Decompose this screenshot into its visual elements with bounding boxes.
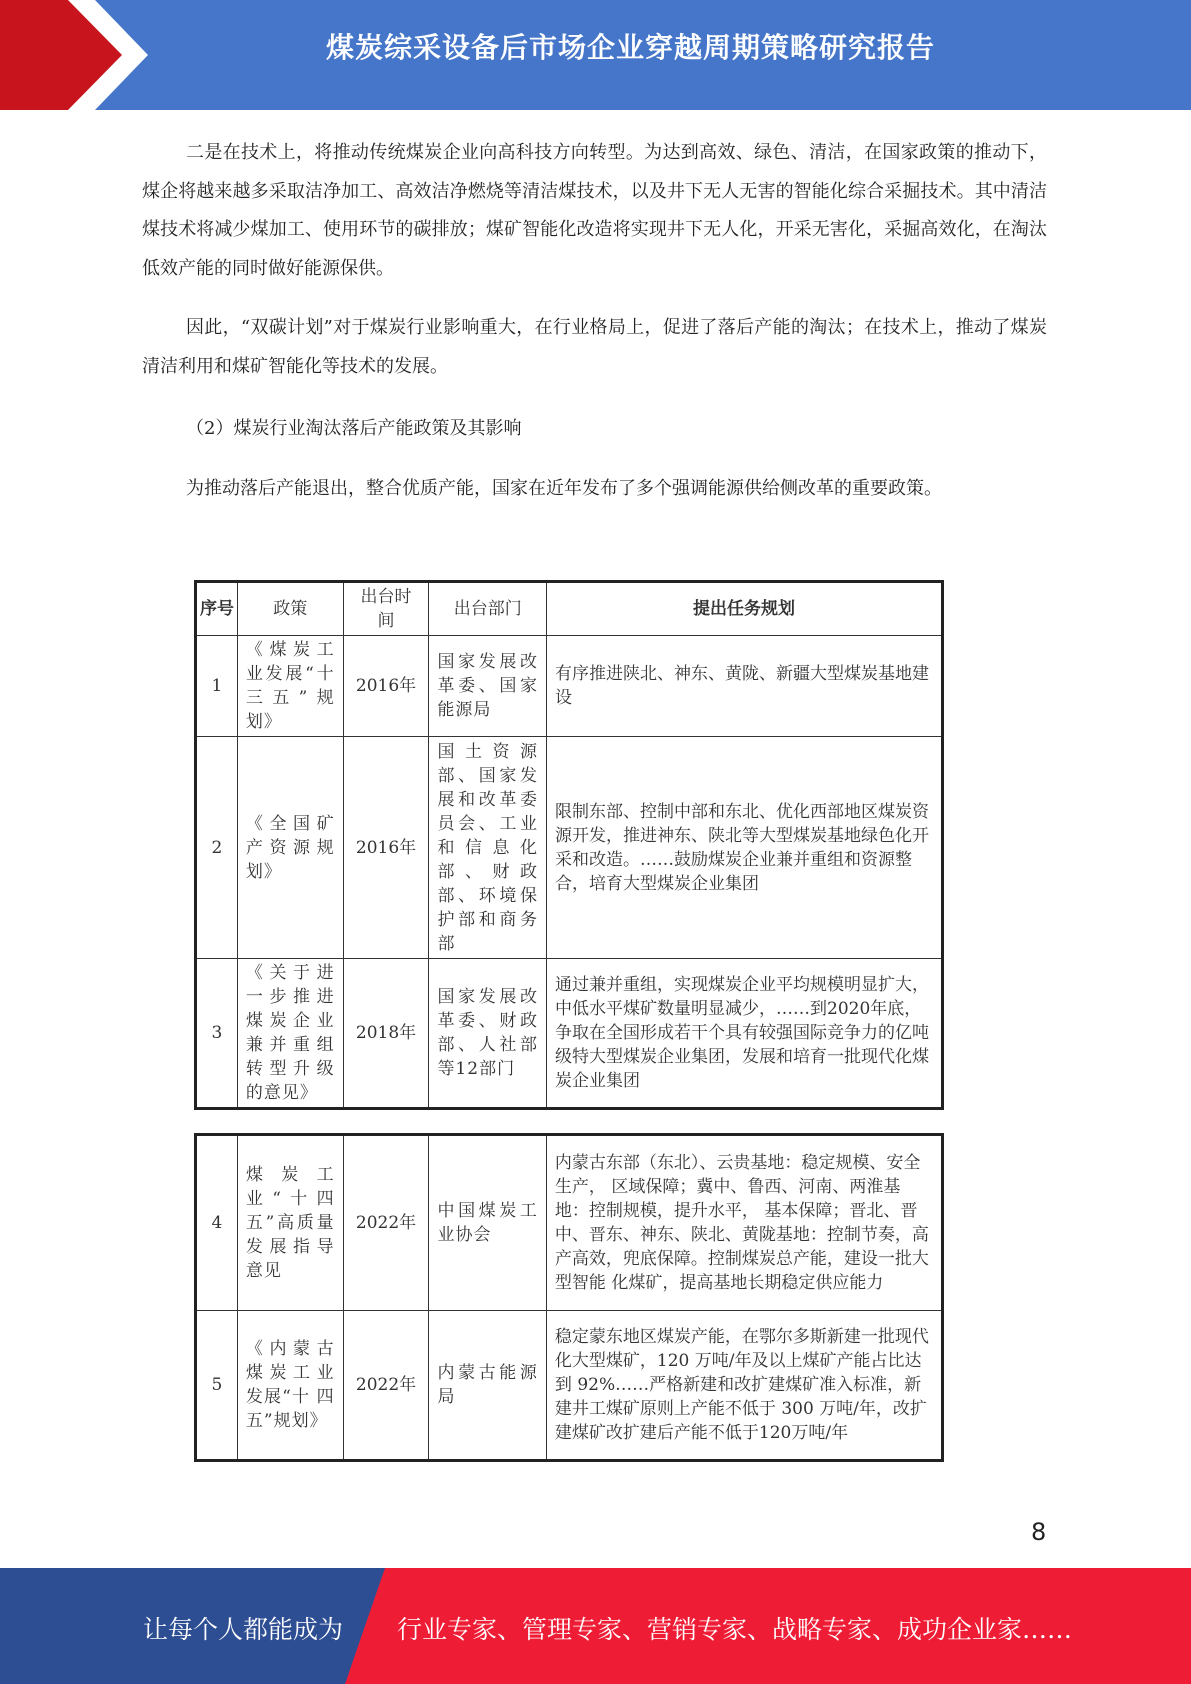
- row-policy: 《全国矿产资源规划》: [237, 737, 343, 959]
- header-dept: 出台部门: [429, 582, 547, 636]
- table-row: [196, 1311, 943, 1461]
- paragraph-policy-intro: 为推动落后产能退出，整合优质产能，国家在近年发布了多个强调能源供给侧改革的重要政策。: [186, 478, 942, 499]
- row-year: 2016年: [343, 636, 429, 737]
- policy-table-part-1: [194, 580, 944, 1110]
- row-no: 1: [196, 636, 238, 737]
- table-row: [196, 1135, 943, 1311]
- row-no: 4: [196, 1135, 238, 1311]
- header-no: 序号: [196, 582, 238, 636]
- row-no: 3: [196, 959, 238, 1109]
- row-no: 2: [196, 737, 238, 959]
- row-task: 稳定蒙东地区煤炭产能，在鄂尔多斯新建一批现代化大型煤矿，120 万吨/年及以上煤矿产能占比达到 92%……严格新建和改扩建煤矿准入标准，新建井工煤矿原则上产能不低于 300 万吨/年，改扩建煤矿改扩建后产能不低于120万吨/年: [546, 1311, 942, 1461]
- table-row: [196, 636, 943, 737]
- row-dept: 国家发展改革委、财政部、人社部等12部门: [429, 959, 547, 1109]
- row-task: 有序推进陕北、神东、黄陇、新疆大型煤炭基地建设: [547, 636, 943, 737]
- table-header-row: [196, 582, 943, 636]
- row-task: 限制东部、控制中部和东北、优化西部地区煤炭资源开发，推进神东、陕北等大型煤炭基地绿色化开采和改造。……鼓励煤炭企业兼并重组和资源整合，培育大型煤炭企业集团: [547, 737, 943, 959]
- row-year: 2022年: [343, 1311, 429, 1461]
- header-policy: 政策: [237, 582, 343, 636]
- row-dept: 内蒙古能源局: [429, 1311, 546, 1461]
- row-policy: 《内蒙古煤炭工业发展“十 四五”规划》: [237, 1311, 343, 1461]
- footer-slogan-left: 让每个人都能成为: [143, 1615, 344, 1644]
- policy-table-part-2: [194, 1133, 944, 1462]
- header-task: 提出任务规划: [547, 582, 943, 636]
- report-title: 煤炭综采设备后市场企业穿越周期策略研究报告: [325, 31, 935, 64]
- footer-slogan-right: 行业专家、管理专家、营销专家、战略专家、成功企业家……: [397, 1615, 1073, 1644]
- paragraph-technology: 二是在技术上，将推动传统煤炭企业向高科技方向转型。为达到高效、绿色、清洁，在国家政策的推动下，煤企将越来越多采取洁净加工、高效洁净燃烧等清洁煤技术，以及井下无人无害的智能化综合采掘技术。其中清洁煤技术将减少煤加工、使用环节的碳排放；煤矿智能化改造将实现井下无人化，开采无害化，采掘高效化，在淘汰低效产能的同时做好能源保供。: [142, 142, 1047, 279]
- row-task: 通过兼并重组，实现煤炭企业平均规模明显扩大，中低水平煤矿数量明显减少，……到2020年底，争取在全国形成若干个具有较强国际竞争力的亿吨级特大型煤炭企业集团，发展和培育一批现代化煤炭企业集团: [547, 959, 943, 1109]
- row-year: 2016年: [343, 737, 429, 959]
- row-year: 2022年: [343, 1135, 429, 1311]
- row-policy: 《关于进一步推进煤炭企业兼并重组转型升级的意见》: [237, 959, 343, 1109]
- table-row: [196, 959, 943, 1109]
- header-time: 出台时间: [343, 582, 429, 636]
- row-no: 5: [196, 1311, 238, 1461]
- row-task: 内蒙古东部（东北）、云贵基地：稳定规模、安全生产， 区域保障；冀中、鲁西、河南、两淮基地：控制规模，提升水平， 基本保障；晋北、晋中、晋东、神东、陕北、黄陇基地：控制节奏，高产高效，兜底保障。控制煤炭总产能，建设一批大型智能 化煤矿，提高基地长期稳定供应能力: [546, 1135, 942, 1311]
- row-dept: 国家发展改革委、国家能源局: [429, 636, 547, 737]
- row-dept: 国土资源部、国家发展和改革委员会、工业和信息化部、财政部、环境保护部和商务部: [429, 737, 547, 959]
- row-policy: 煤炭工业“十四五”高质量发展指导意见: [237, 1135, 343, 1311]
- table-row: [196, 737, 943, 959]
- page-footer: [0, 1568, 1191, 1684]
- row-dept: 中国煤炭工业协会: [429, 1135, 546, 1311]
- section-heading: （2）煤炭行业淘汰落后产能政策及其影响: [186, 418, 522, 439]
- page-number: 8: [1031, 1518, 1047, 1546]
- row-policy: 《煤炭工业发展“十三五”规划》: [237, 636, 343, 737]
- row-year: 2018年: [343, 959, 429, 1109]
- paragraph-dual-carbon: 因此，“双碳计划”对于煤炭行业影响重大，在行业格局上，促进了落后产能的淘汰；在技术上，推动了煤炭清洁利用和煤矿智能化等技术的发展。: [142, 317, 1047, 377]
- page-header: [0, 0, 1191, 110]
